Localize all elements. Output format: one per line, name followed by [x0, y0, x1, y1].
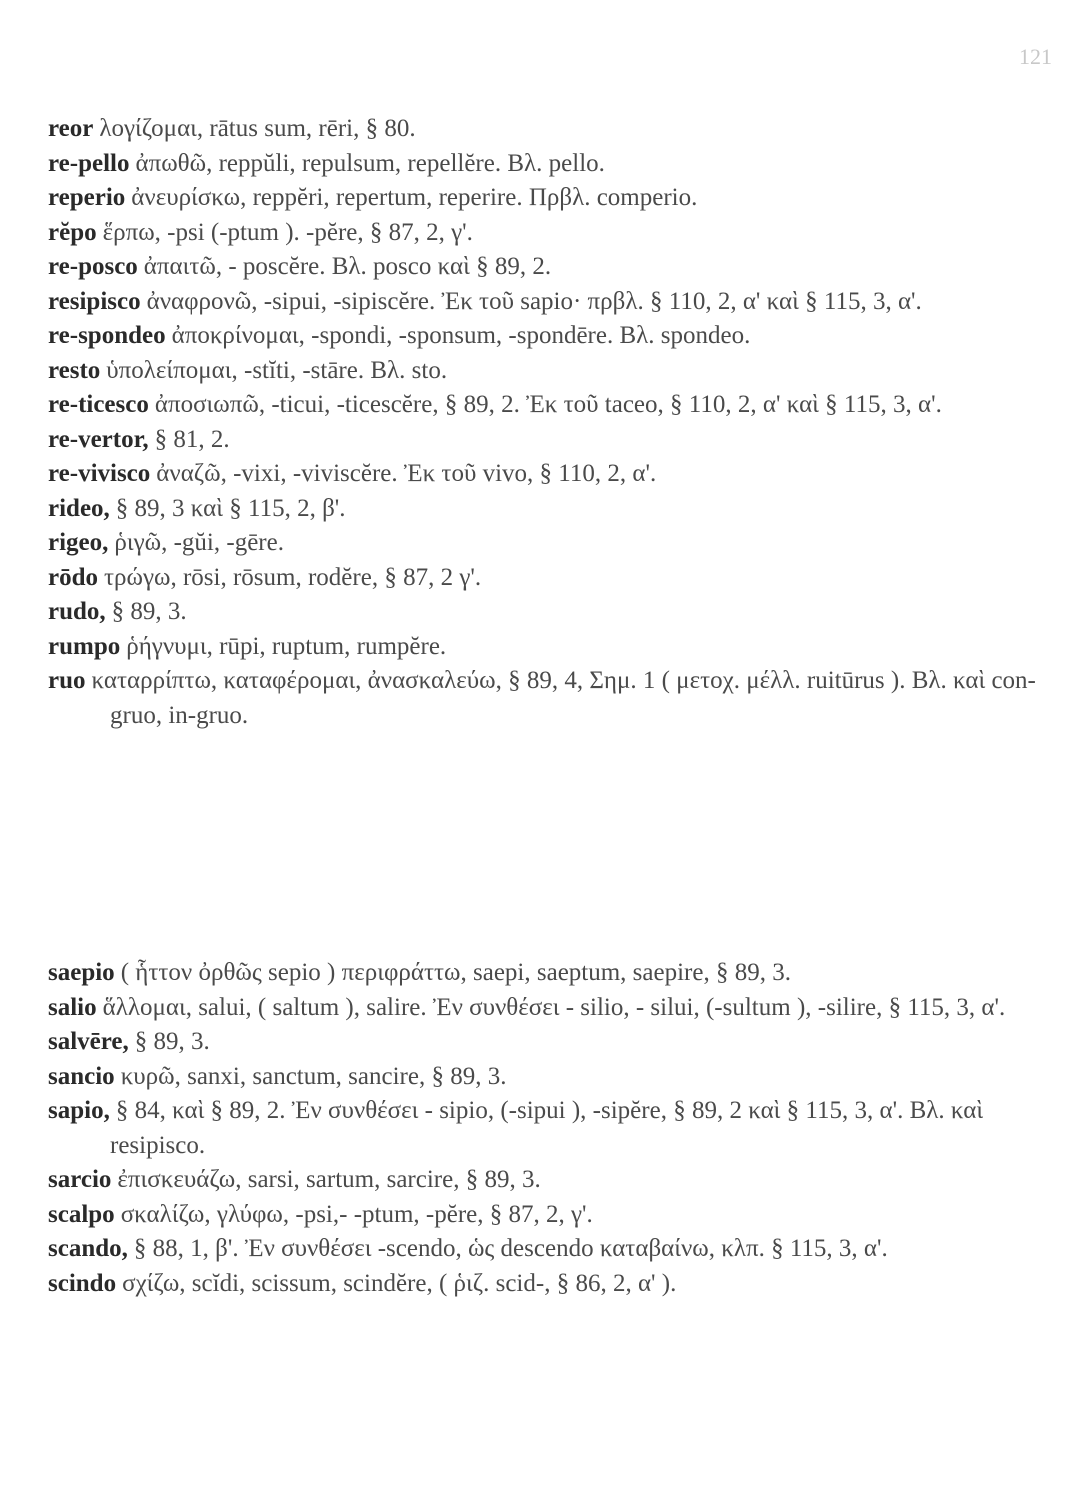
- entry-headword: rudo,: [48, 598, 106, 625]
- entry-definition: ἐπισκευάζω, sarsi, sartum, sarcire, § 89, 3.: [117, 1166, 541, 1193]
- dictionary-entry: [48, 1060, 1038, 1095]
- entry-headword: re-vivisco: [48, 460, 151, 487]
- dictionary-entry: [48, 181, 1038, 216]
- entry-definition: ἀπαιτῶ, - poscĕre. Βλ. posco καὶ § 89, 2.: [143, 253, 552, 280]
- entry-headword: sapio,: [48, 1097, 110, 1124]
- entry-definition: § 89, 3 καὶ § 115, 2, β'.: [115, 494, 346, 522]
- entry-definition: ἀπωθῶ, reppŭli, repulsum, repellĕre. Βλ. pello.: [135, 149, 605, 177]
- entry-headword: resipisco: [48, 287, 141, 315]
- dictionary-entry: [48, 492, 1038, 527]
- dictionary-entry: [48, 1198, 1038, 1233]
- entry-headword: saepio: [48, 959, 115, 986]
- entry-definition: καταρρίπτω, καταφέρομαι, ἀνασκαλεύω, § 89, 4, Σημ. 1 ( μετοχ. μέλλ. ruitūrus ). Βλ. καὶ con-gruo, in-gruo.: [91, 667, 1036, 729]
- entry-definition: § 89, 3.: [111, 598, 187, 625]
- dictionary-entry: [48, 1094, 1038, 1163]
- dictionary-entry: [48, 1267, 1038, 1302]
- entry-definition: ἀνευρίσκω, reppĕri, repertum, reperire. Πρβλ. comperio.: [131, 184, 698, 211]
- entry-headword: salvēre,: [48, 1028, 129, 1055]
- dictionary-entry: [48, 388, 1038, 423]
- entry-definition: σκαλίζω, γλύφω, -psi,- -ptum, -pĕre, § 87, 2, γ'.: [120, 1200, 593, 1228]
- entry-headword: sarcio: [48, 1166, 112, 1193]
- entry-definition: § 88, 1, β'. Ἐν συνθέσει -scendo, ὡς descendo καταβαίνω, κλπ. § 115, 3, α'.: [133, 1235, 888, 1262]
- dictionary-entry: [48, 1163, 1038, 1198]
- entry-headword: scalpo: [48, 1200, 115, 1228]
- dictionary-entry: [48, 216, 1038, 251]
- dictionary-entry: [48, 956, 1038, 991]
- dictionary-entry: [48, 664, 1038, 733]
- dictionary-entry: [48, 285, 1038, 320]
- dictionary-entry: [48, 1025, 1038, 1060]
- dictionary-entry: [48, 319, 1038, 354]
- page-number: 121: [1019, 44, 1052, 69]
- dictionary-entry: [48, 991, 1038, 1026]
- dictionary-entry: [48, 423, 1038, 458]
- entry-headword: rigeo,: [48, 529, 109, 556]
- entry-definition: λογίζομαι, rātus sum, rēri, § 80.: [99, 115, 416, 142]
- entry-headword: rideo,: [48, 494, 110, 522]
- entry-headword: re-vertor,: [48, 425, 149, 453]
- entry-headword: rumpo: [48, 632, 121, 660]
- entry-definition: ἀναφρονῶ, -sipui, -sipiscĕre. Ἐκ τοῦ sapio· πρβλ. § 110, 2, α' καὶ § 115, 3, α'.: [146, 287, 922, 315]
- entries-section-r: [48, 112, 1038, 733]
- entry-definition: ἀποσιωπῶ, -ticui, -ticescĕre, § 89, 2. Ἐκ τοῦ taceo, § 110, 2, α' καὶ § 115, 3, α'.: [154, 391, 942, 418]
- entry-definition: ῥήγνυμι, rūpi, ruptum, rumpĕre.: [126, 632, 447, 660]
- dictionary-entry: [48, 595, 1038, 630]
- entry-headword: salio: [48, 993, 97, 1021]
- entry-headword: re-ticesco: [48, 391, 149, 418]
- entry-definition: § 89, 3.: [134, 1028, 210, 1055]
- dictionary-entry: [48, 457, 1038, 492]
- entry-definition: ῥιγῶ, -gŭi, -gēre.: [114, 529, 284, 556]
- entry-headword: sancio: [48, 1062, 115, 1090]
- entry-definition: § 84, καὶ § 89, 2. Ἐν συνθέσει - sipio, (-sipui ), -sipĕre, § 89, 2 καὶ § 115, 3, α'. Βλ. καὶ resipisco.: [110, 1097, 984, 1159]
- entry-headword: scando,: [48, 1235, 128, 1262]
- entry-headword: resto: [48, 356, 101, 384]
- entry-definition: ( ἧττον ὀρθῶς sepio ) περιφράττω, saepi, saeptum, saepire, § 89, 3.: [120, 959, 791, 986]
- entry-definition: κυρῶ, sanxi, sanctum, sancire, § 89, 3.: [120, 1062, 507, 1090]
- entry-headword: reor: [48, 115, 94, 142]
- entry-definition: ὑπολείπομαι, -stĭti, -stāre. Βλ. sto.: [106, 356, 448, 384]
- entries-section-s: [48, 956, 1038, 1301]
- dictionary-entry: [48, 147, 1038, 182]
- entry-headword: reperio: [48, 184, 126, 211]
- entry-definition: § 81, 2.: [154, 425, 230, 453]
- entry-headword: re-spondeo: [48, 322, 166, 349]
- dictionary-entry: [48, 1232, 1038, 1267]
- entry-headword: re-pello: [48, 149, 130, 177]
- dictionary-entry: [48, 526, 1038, 561]
- entry-definition: τρώγω, rōsi, rōsum, rodĕre, § 87, 2 γ'.: [104, 563, 482, 591]
- dictionary-entry: [48, 630, 1038, 665]
- entry-headword: re-posco: [48, 253, 138, 280]
- entry-definition: ἀποκρίνομαι, -spondi, -sponsum, -spondēre. Βλ. spondeo.: [171, 322, 751, 349]
- entry-headword: rĕpo: [48, 218, 97, 246]
- entry-headword: rōdo: [48, 563, 98, 591]
- dictionary-entry: [48, 561, 1038, 596]
- dictionary-entry: [48, 250, 1038, 285]
- entry-headword: ruo: [48, 667, 86, 694]
- entry-definition: σχίζω, scĭdi, scissum, scindĕre, ( ῥιζ. scid-, § 86, 2, α' ).: [122, 1269, 677, 1297]
- dictionary-entry: [48, 354, 1038, 389]
- entry-definition: ἅλλομαι, salui, ( saltum ), salire. Ἐν συνθέσει - silio, - silui, (-sultum ), -silire, § 115, 3, α'.: [102, 993, 1006, 1021]
- entry-definition: ἕρπω, -psi (-ptum ). -pĕre, § 87, 2, γ'.: [102, 218, 473, 246]
- dictionary-entry: [48, 112, 1038, 147]
- entry-definition: ἀναζῶ, -vixi, -viviscĕre. Ἐκ τοῦ vivo, § 110, 2, α'.: [156, 460, 657, 487]
- entry-headword: scindo: [48, 1269, 117, 1297]
